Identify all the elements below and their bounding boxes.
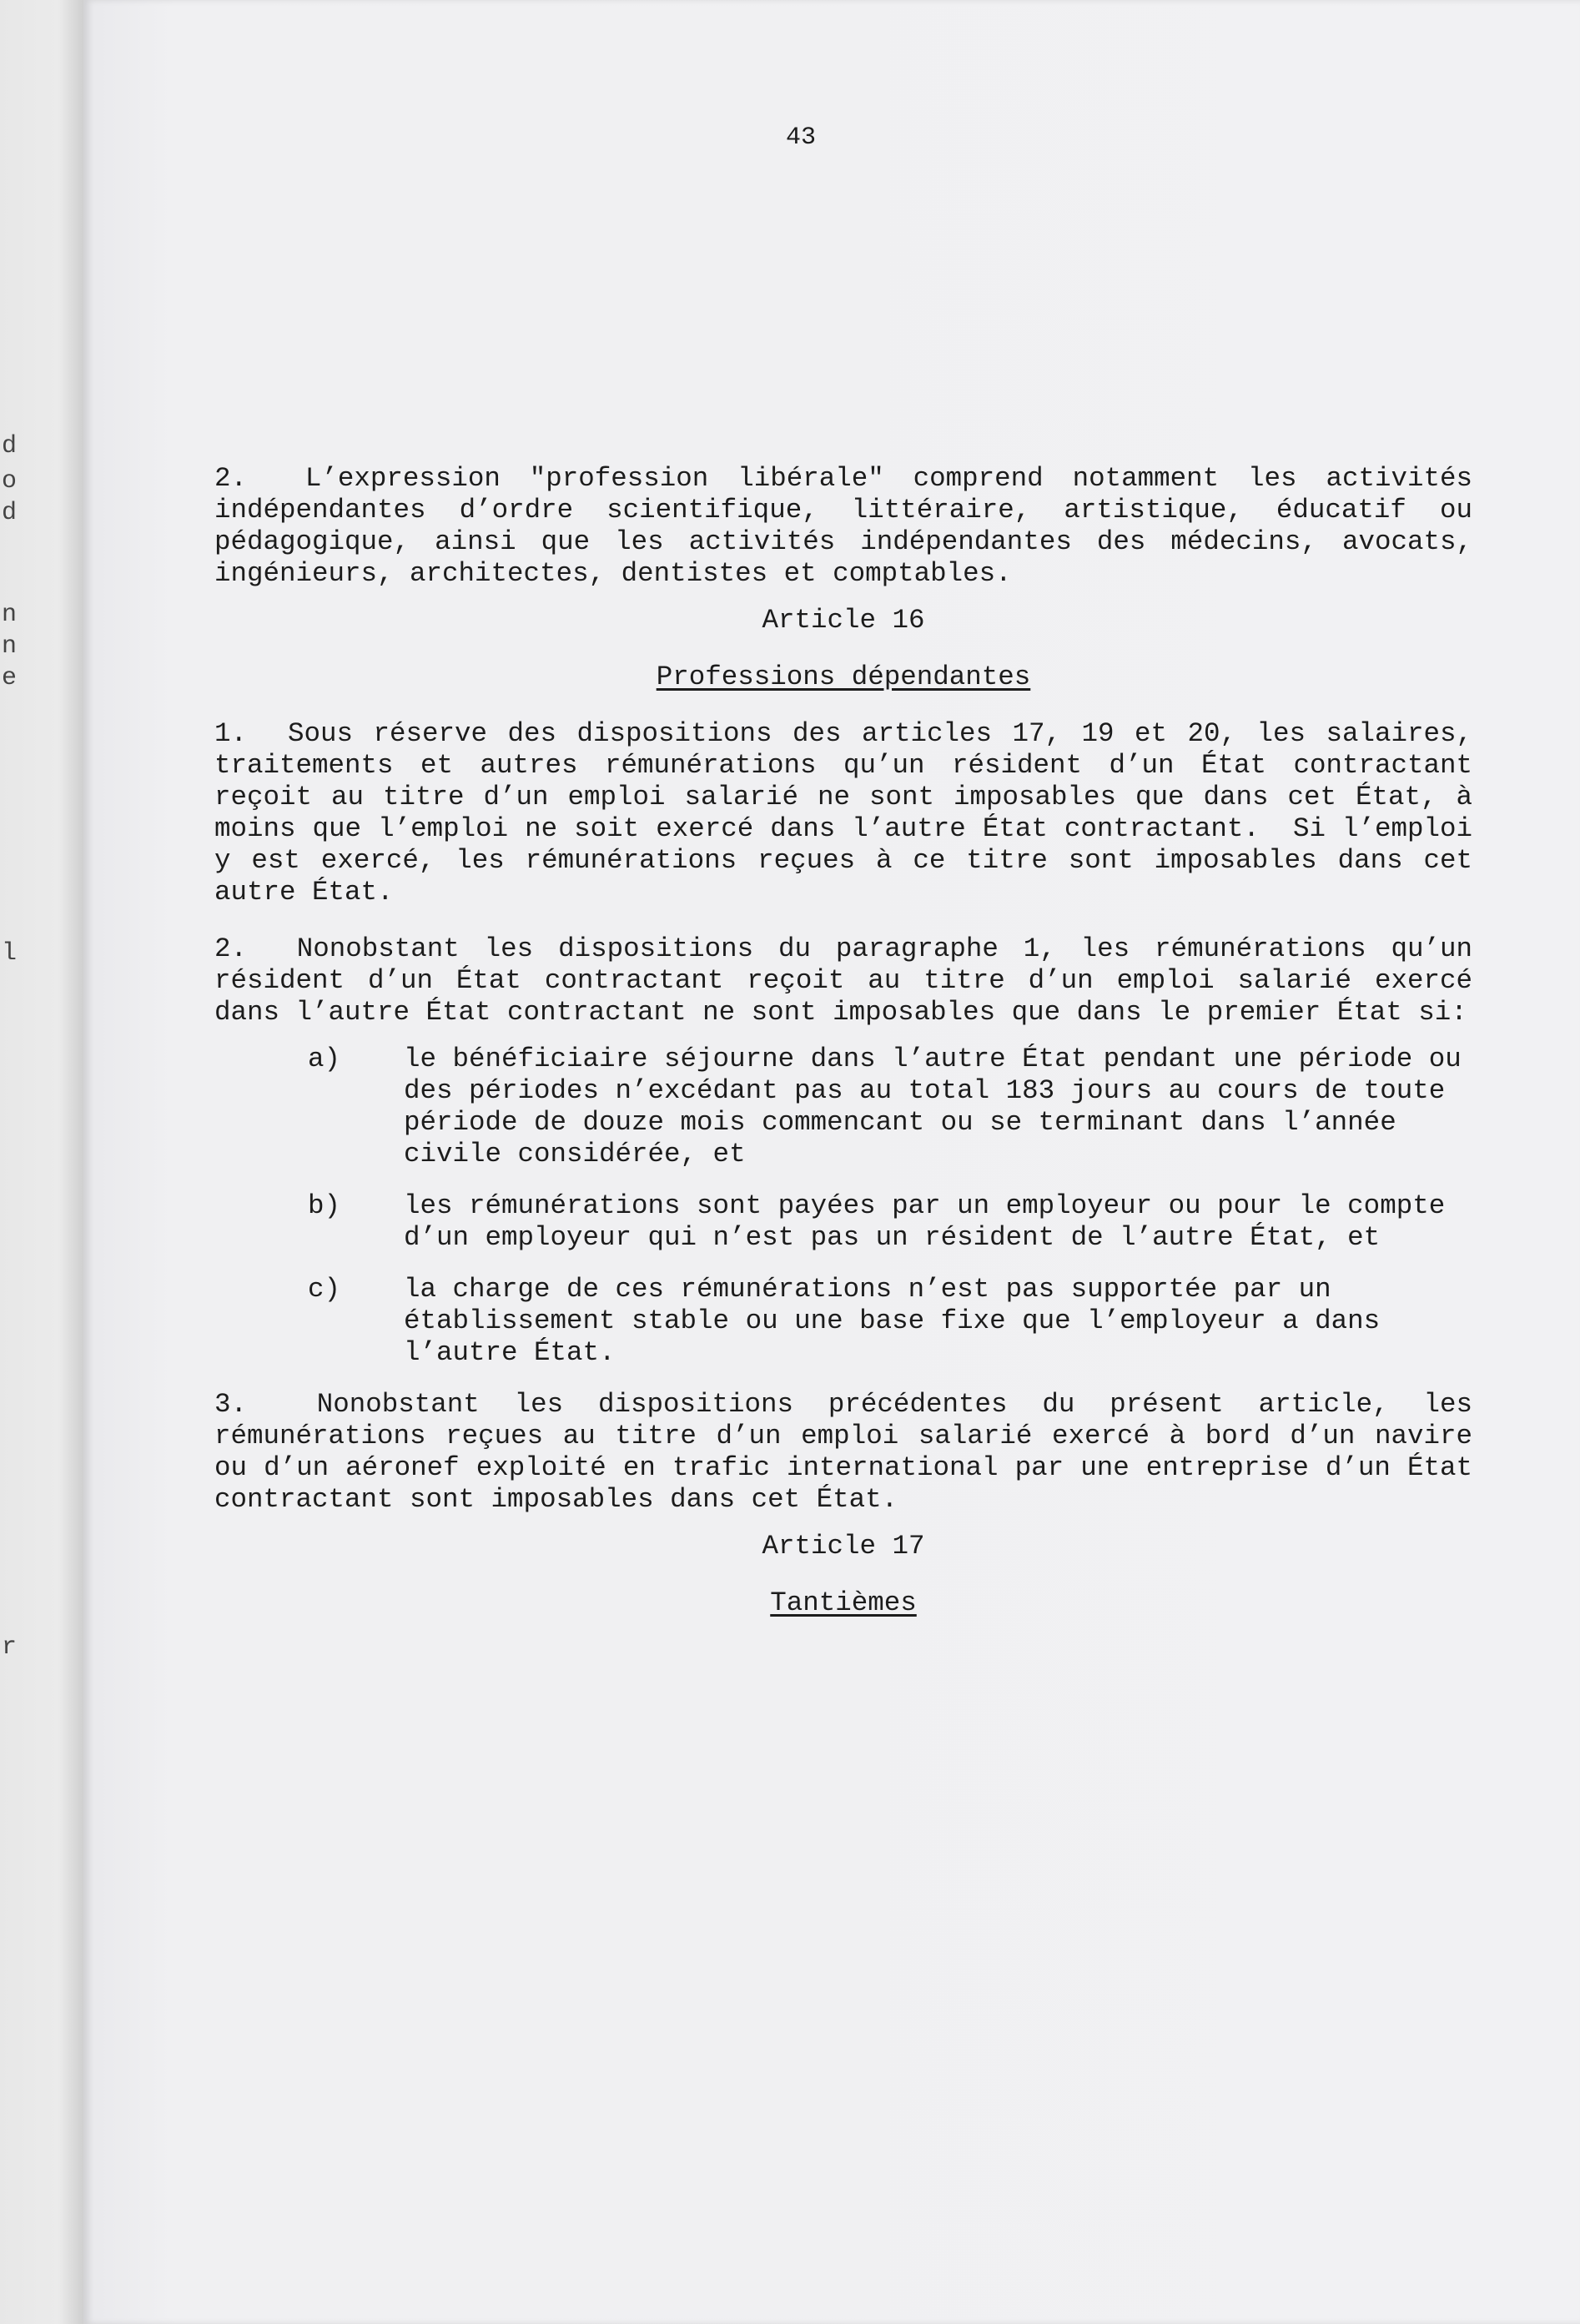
page-number: 43 [785, 123, 816, 152]
article-16-paragraph-3: 3. Nonobstant les dispositions précédentes du présent article, les rémunérations reçues au titre d’un emploi salarié exercé à bord d’un navire ou d’un aéronef exploité en trafic international par une entreprise d’un État contractant sont imposables dans cet État. [214, 1389, 1472, 1515]
facing-page-fragment: n [2, 632, 18, 661]
list-marker: c) [308, 1274, 341, 1305]
article-16-paragraph-1: 1. Sous réserve des dispositions des articles 17, 19 et 20, les salaires, traitements et autres rémunérations qu’un résident d’un État contractant reçoit au titre d’un emploi salarié ne sont imposables que dans cet État, à moins que l’emploi ne soit exercé dans l’autre État contractant. Si l’emploi y est exercé, les rémunérations reçues à ce titre sont imposables dans cet autre État. [214, 718, 1472, 908]
list-item-text: la charge de ces rémunérations n’est pas supportée par un établissement stable ou une base fixe que l’employeur a dans l’autre État. [404, 1274, 1381, 1368]
page-body [214, 463, 1472, 1619]
list-item-c [214, 1274, 1472, 1369]
facing-page-fragment: r [2, 1633, 18, 1662]
facing-page-fragment: n [2, 601, 18, 629]
paragraph-profession-liberale: 2. L’expression "profession libérale" comprend notamment les activités indépendantes d’ordre scientifique, littéraire, artistique, éducatif ou pédagogique, ainsi que les activités indépendantes des médecins, avocats, ingénieurs, architectes, dentistes et comptables. [214, 463, 1472, 589]
article-16-paragraph-2: 2. Nonobstant les dispositions du paragraphe 1, les rémunérations qu’un résident d’un État contractant reçoit au titre d’un emploi salarié exercé dans l’autre État contractant ne sont imposables que dans le premier État si: [214, 933, 1472, 1028]
list-item-text: les rémunérations sont payées par un employeur ou pour le compte d’un employeur qui n’est pas un résident de l’autre État, et [404, 1190, 1446, 1253]
facing-page-edge [0, 0, 83, 2324]
facing-page-fragment: d [2, 499, 18, 527]
document-page [83, 0, 1580, 2324]
facing-page-fragment: o [2, 467, 18, 495]
facing-page-fragment: l [2, 939, 18, 968]
list-item-a [214, 1044, 1472, 1170]
facing-page-fragment: d [2, 432, 18, 460]
article-17-subheading [214, 1587, 1472, 1619]
facing-page-fragment: e [2, 664, 18, 692]
list-marker: a) [308, 1044, 341, 1074]
list-item-b [214, 1190, 1472, 1254]
article-16-subheading [214, 661, 1472, 693]
article-17-subheading-text: Tantièmes [770, 1587, 917, 1618]
article-17-heading: Article 17 [762, 1531, 925, 1562]
list-marker: b) [308, 1190, 341, 1221]
article-16-heading: Article 16 [762, 605, 925, 636]
list-item-text: le bénéficiaire séjourne dans l’autre État pendant une période ou des périodes n’excédant pas au total 183 jours au cours de toute période de douze mois commencant ou se terminant dans l’année civile considérée, et [404, 1044, 1462, 1170]
article-16-subheading-text: Professions dépendantes [656, 661, 1031, 692]
